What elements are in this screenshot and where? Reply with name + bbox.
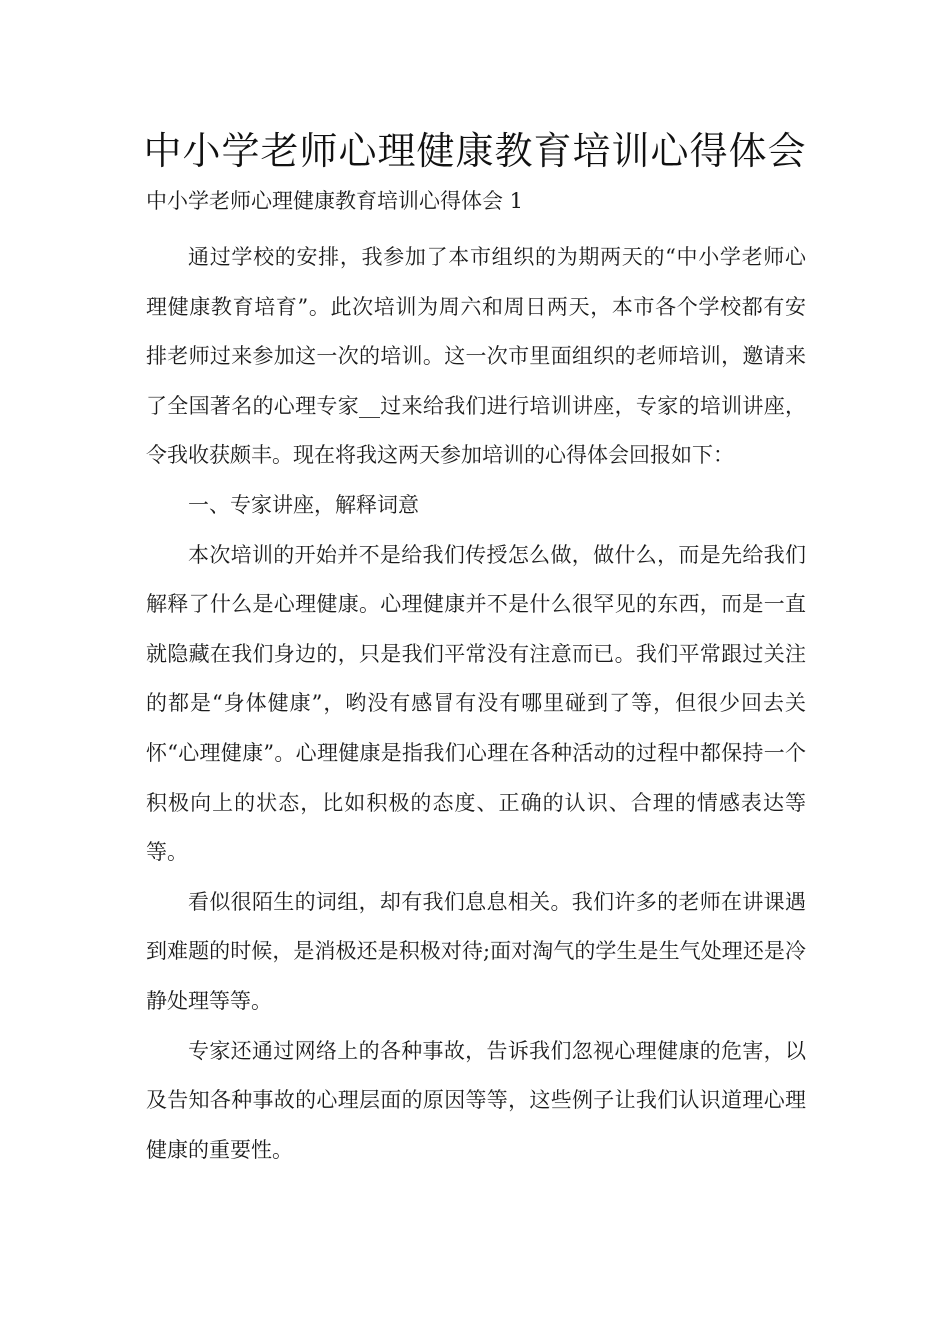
paragraph-intro: 通过学校的安排，我参加了本市组织的为期两天的“中小学老师心理健康教育培育”。此次培训为周六和周日两天，本市各个学校都有安排老师过来参加这一次的培训。这一次市里面组织的老师培训，邀请来了全国著名的心理专家__过来给我们进行培训讲座，专家的培训讲座，令我收获颇丰。现在将我这两天参加培训的心得体会回报如下：: [146, 245, 806, 468]
paragraph-definition: 本次培训的开始并不是给我们传授怎么做，做什么，而是先给我们解释了什么是心理健康。心理健康并不是什么很罕见的东西，而是一直就隐藏在我们身边的，只是我们平常没有注意而已。我们平常跟过关注的都是“身体健康”，哟没有感冒有没有哪里碰到了等，但很少回去关怀“心理健康”。心理健康是指我们心理在各种活动的过程中都保持一个积极向上的状态，比如积极的态度、正确的认识、合理的情感表达等等。: [146, 542, 806, 865]
document-body: [146, 233, 806, 1175]
paragraph-relevance: 看似很陌生的词组，却有我们息息相关。我们许多的老师在讲课遇到难题的时候，是消极还是积极对待;面对淘气的学生是生气处理还是冷静处理等等。: [146, 889, 806, 1013]
document-title: 中小学老师心理健康教育培训心得体会: [143, 129, 807, 173]
document-subtitle: 中小学老师心理健康教育培训心得体会 1: [146, 189, 524, 213]
paragraph-examples: 专家还通过网络上的各种事故，告诉我们忽视心理健康的危害，以及告知各种事故的心理层面的原因等等，这些例子让我们认识道理心理健康的重要性。: [146, 1038, 806, 1162]
section-heading: 一、专家讲座，解释词意: [188, 492, 419, 517]
